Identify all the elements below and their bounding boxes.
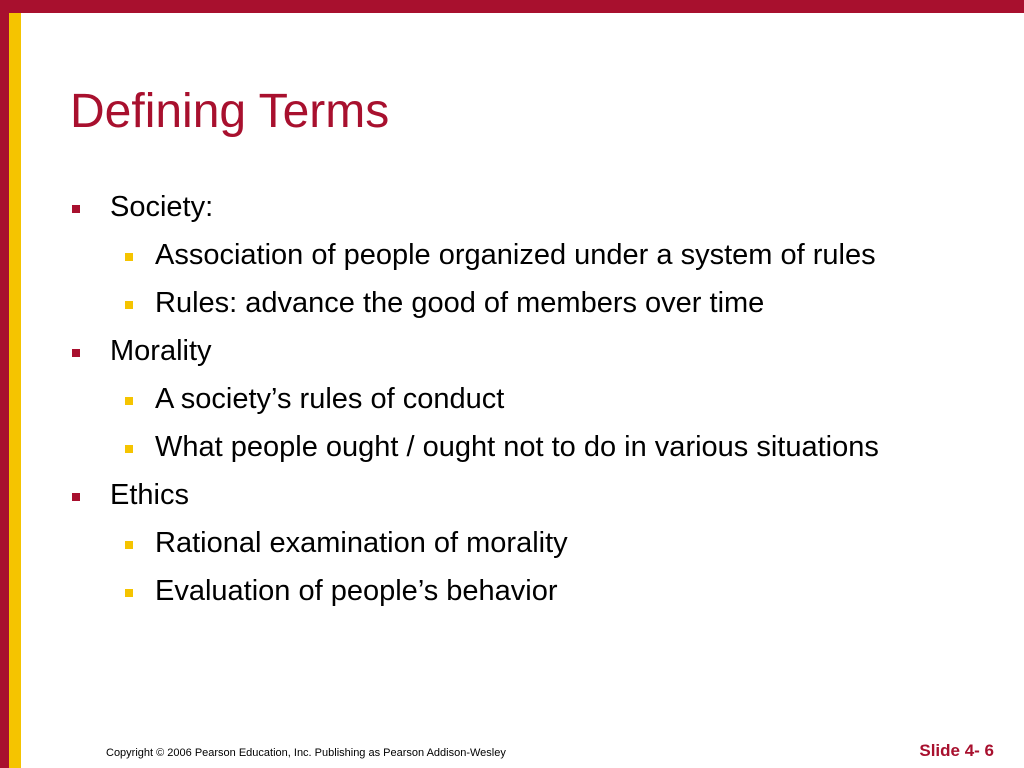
sub-bullet-text: Evaluation of people’s behavior (155, 575, 558, 607)
square-bullet-icon (72, 493, 80, 501)
sub-bullet-item (110, 427, 948, 467)
square-bullet-icon (125, 589, 133, 597)
bullet-item-society (68, 187, 948, 323)
sub-bullet-item (110, 523, 948, 563)
square-bullet-icon (125, 253, 133, 261)
sub-bullet-list (110, 379, 948, 467)
sub-bullet-text: Association of people organized under a system of rules (155, 239, 876, 271)
bullet-item-morality (68, 331, 948, 467)
sub-bullet-item (110, 235, 948, 275)
bullet-item-ethics (68, 475, 948, 611)
slide-number: Slide 4- 6 (919, 741, 994, 760)
sub-bullet-text: Rules: advance the good of members over time (155, 287, 765, 319)
sub-bullet-text: Rational examination of morality (155, 527, 568, 559)
sub-bullet-item (110, 283, 948, 323)
slide-title: Defining Terms (70, 85, 390, 138)
bullet-text: Society: (110, 191, 214, 223)
bullet-list (68, 187, 948, 619)
sub-bullet-item (110, 379, 948, 419)
bullet-text: Morality (110, 335, 212, 367)
left-accent-bar-gold (9, 13, 21, 768)
square-bullet-icon (72, 205, 80, 213)
sub-bullet-list (110, 523, 948, 611)
sub-bullet-text: What people ought / ought not to do in various situations (155, 431, 879, 463)
square-bullet-icon (125, 445, 133, 453)
square-bullet-icon (125, 541, 133, 549)
square-bullet-icon (125, 397, 133, 405)
bullet-text: Ethics (110, 479, 189, 511)
square-bullet-icon (125, 301, 133, 309)
square-bullet-icon (72, 349, 80, 357)
left-accent-bar-red (0, 0, 9, 768)
copyright-notice: Copyright © 2006 Pearson Education, Inc. Publishing as Pearson Addison-Wesley (106, 747, 506, 759)
sub-bullet-list (110, 235, 948, 323)
top-accent-bar (0, 0, 1024, 13)
sub-bullet-item (110, 571, 948, 611)
sub-bullet-text: A society’s rules of conduct (155, 383, 505, 415)
